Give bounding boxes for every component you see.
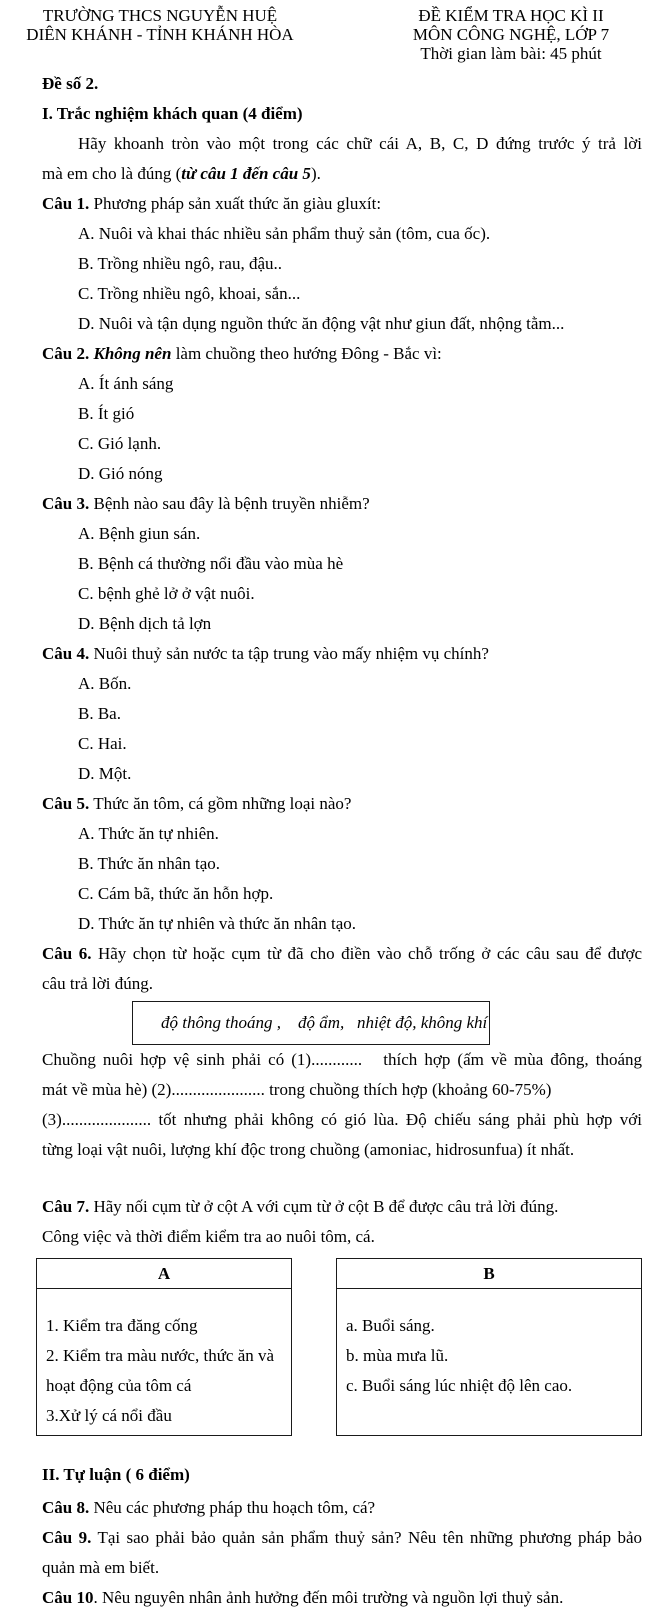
question-5-option-c: C. Cám bã, thức ăn hỗn hợp. [78,884,274,903]
question-3-option-b: B. Bệnh cá thường nổi đầu vào mùa hè [78,554,344,573]
question-4-option-a: A. Bốn. [78,674,132,693]
question-10-label: Câu 10 [42,1588,94,1607]
question-4-label: Câu 4. [42,644,90,663]
exam-title: ĐỀ KIỂM TRA HỌC KÌ II [418,6,604,25]
question-8-label: Câu 8. [42,1498,90,1517]
question-6-text-line2: câu trả lời đúng. [42,974,153,993]
question-6-label: Câu 6. [42,944,92,963]
exam-duration: Thời gian làm bài: 45 phút [420,44,602,63]
question-6-text-line1: Hãy chọn từ hoặc cụm từ đã cho điền vào chỗ trống ở các câu sau để được [97,944,642,963]
question-4-option-d: D. Một. [78,764,132,783]
question-2-label: Câu 2. [42,344,90,363]
question-7-caption: Công việc và thời điểm kiểm tra ao nuôi tôm, cá. [42,1227,375,1246]
question-4-option-c: C. Hai. [78,734,127,753]
question-9-text-line2: quản mà em biết. [42,1558,160,1577]
column-b-item-a: a. Buổi sáng. [346,1316,435,1335]
exam-subject: MÔN CÔNG NGHỆ, LỚP 7 [412,25,610,44]
question-1-option-a: A. Nuôi và khai thác nhiều sản phẩm thuỷ sản (tôm, cua ốc). [78,224,491,243]
question-1 [42,189,642,219]
question-3-option-a: A. Bệnh giun sán. [78,524,201,543]
question-5-text: Thức ăn tôm, cá gồm những loại nào? [93,794,352,813]
school-district: DIÊN KHÁNH - TỈNH KHÁNH HÒA [26,25,294,44]
question-7 [42,1192,642,1222]
column-a-item-2: 2. Kiểm tra màu nước, thức ăn và [46,1346,275,1365]
question-9-text-line1: Tại sao phải bảo quản sản phẩm thuỷ sản? Nêu tên những phương pháp bảo [97,1528,642,1547]
column-a-item-1: 1. Kiểm tra đăng cống [46,1316,198,1335]
match-table-column-b [336,1258,642,1436]
question-8 [42,1493,642,1523]
fill-paragraph-line4: từng loại vật nuôi, lượng khí độc trong chuồng (amoniac, hidrosunfua) ít nhất. [42,1140,575,1159]
question-4 [42,639,642,669]
section1-heading: I. Trắc nghiệm khách quan (4 điểm) [42,104,303,123]
question-10-text: . Nêu nguyên nhân ảnh hưởng đến môi trường và nguồn lợi thuỷ sản. [93,1588,564,1607]
column-a-item-3: 3.Xử lý cá nổi đầu [46,1406,172,1425]
question-1-option-b: B. Trồng nhiều ngô, rau, đậu.. [78,254,282,273]
match-table [36,1258,642,1436]
question-1-option-c: C. Trồng nhiều ngô, khoai, sắn... [78,284,301,303]
question-5-option-b: B. Thức ăn nhân tạo. [78,854,221,873]
exam-number: Đề số 2. [42,74,99,93]
question-5-option-a: A. Thức ăn tự nhiên. [78,824,219,843]
column-b-item-b: b. mùa mưa lũ. [346,1346,449,1365]
fill-paragraph-line2: mát về mùa hè) (2)...................... trong chuồng thích hợp (khoảng 60-75%) [42,1080,552,1099]
question-9 [42,1523,642,1553]
question-10 [42,1583,642,1613]
question-7-label: Câu 7. [42,1197,90,1216]
word-bank-text: độ thông thoáng , độ ẩm, nhiệt độ, không khí [161,1013,488,1032]
column-b-body [337,1289,641,1435]
question-2-option-d: D. Gió nóng [78,464,163,483]
mcq-intro-range: từ câu 1 đến câu 5 [181,164,311,183]
question-7-text: Hãy nối cụm từ ở cột A với cụm từ ở cột B để được câu trả lời đúng. [93,1197,559,1216]
question-2-emphasis: Không nên [93,344,172,363]
question-2-option-b: B. Ít gió [78,404,135,423]
match-table-column-a [36,1258,292,1436]
exam-info-block [380,6,642,63]
question-3-option-d: D. Bệnh dịch tả lợn [78,614,212,633]
column-a-item-2-cont: hoạt động của tôm cá [46,1376,192,1395]
question-8-text: Nêu các phương pháp thu hoạch tôm, cá? [93,1498,376,1517]
question-5-option-d: D. Thức ăn tự nhiên và thức ăn nhân tạo. [78,914,357,933]
column-a-header: A [37,1259,291,1289]
fill-paragraph-line3: (3)..................... tốt nhưng phải không có gió lùa. Độ chiếu sáng phải phù hợp với [42,1110,642,1129]
document-header [14,0,642,63]
question-1-option-d: D. Nuôi và tận dụng nguồn thức ăn động vật như giun đất, nhộng tằm... [78,314,565,333]
question-1-text: Phương pháp sản xuất thức ăn giàu gluxít: [93,194,382,213]
question-2-option-c: C. Gió lạnh. [78,434,162,453]
question-1-label: Câu 1. [42,194,90,213]
question-4-option-b: B. Ba. [78,704,121,723]
question-3-label: Câu 3. [42,494,90,513]
question-4-text: Nuôi thuỷ sản nước ta tập trung vào mấy nhiệm vụ chính? [93,644,489,663]
section2-heading: II. Tự luận ( 6 điểm) [42,1465,190,1484]
question-3-option-c: C. bệnh ghẻ lở ở vật nuôi. [78,584,255,603]
column-a-body [37,1289,291,1435]
mcq-intro-line1: Hãy khoanh tròn vào một trong các chữ cái A, B, C, D đứng trước ý trả lời [78,134,642,153]
question-3 [42,489,642,519]
question-2-option-a: A. Ít ánh sáng [78,374,174,393]
school-name: TRƯỜNG THCS NGUYỄN HUỆ [42,6,278,25]
word-bank-box [132,1001,490,1045]
column-b-item-c: c. Buổi sáng lúc nhiệt độ lên cao. [346,1376,573,1395]
mcq-intro-line2: mà em cho là đúng (từ câu 1 đến câu 5). [42,164,321,183]
column-b-header: B [337,1259,641,1289]
question-6 [42,939,642,969]
question-5 [42,789,642,819]
school-block [14,6,306,63]
question-2 [42,339,642,369]
fill-paragraph-line1: Chuồng nuôi hợp vệ sinh phải có (1)............ thích hợp (ấm về mùa đông, thoáng [42,1050,642,1069]
question-9-label: Câu 9. [42,1528,92,1547]
question-2-text: làm chuồng theo hướng Đông - Bắc vì: [175,344,442,363]
question-3-text: Bệnh nào sau đây là bệnh truyền nhiễm? [93,494,370,513]
match-table-gap [292,1258,336,1436]
question-5-label: Câu 5. [42,794,90,813]
